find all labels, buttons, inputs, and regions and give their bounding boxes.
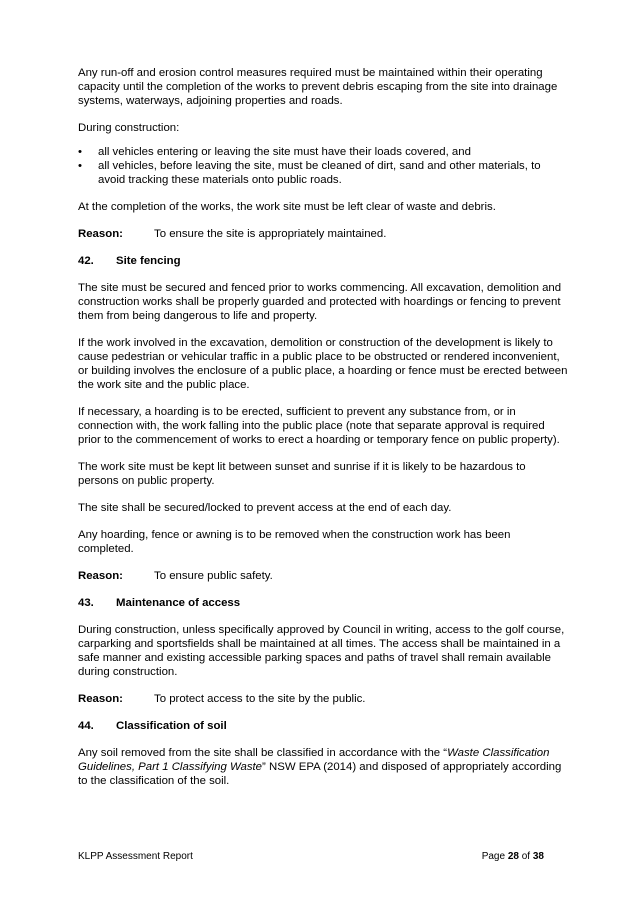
paragraph: During construction, unless specifically approved by Council in writing, access to the golf course, carparking and sportsfields shall be maintained at all times. The access shall be maintained in a safe manner and existing accessible parking spaces and paths of travel shall remain available during construction. — [78, 624, 565, 678]
bullet-icon: • — [78, 146, 82, 158]
reason-text: To ensure the site is appropriately maintained. — [154, 228, 387, 240]
section-heading-43 — [78, 596, 568, 610]
paragraph: The site shall be secured/locked to prevent access at the end of each day. — [78, 502, 452, 514]
paragraph: If necessary, a hoarding is to be erected, sufficient to prevent any substance from, or in connection with, the work falling into the public place (note that separate approval is required prior to the commencement of works to erect a hoarding or temporary fence on public property). — [78, 406, 560, 446]
paragraph-soil-classification: Any soil removed from the site shall be classified in accordance with the “Waste Classification Guidelines, Part 1 Classifying Waste” NSW EPA (2014) and disposed of appropriately according to the classification of the soil. — [78, 747, 562, 787]
section-heading-42 — [78, 254, 568, 268]
section-heading-44 — [78, 719, 568, 733]
paragraph: The work site must be kept lit between sunset and sunrise if it is likely to be hazardous to persons on public property. — [78, 461, 526, 487]
reason-label: Reason: — [78, 570, 123, 582]
page-content — [78, 66, 568, 801]
section-number: 42. — [78, 255, 94, 267]
reason-text: To ensure public safety. — [154, 570, 273, 582]
bullet-list — [78, 145, 568, 187]
paragraph: Any hoarding, fence or awning is to be removed when the construction work has been completed. — [78, 529, 511, 555]
section-number: 43. — [78, 597, 94, 609]
reason-block — [78, 569, 568, 583]
section-title: Site fencing — [116, 255, 181, 267]
paragraph-during-construction: During construction: — [78, 122, 180, 134]
reason-label: Reason: — [78, 228, 123, 240]
reason-label: Reason: — [78, 693, 123, 705]
paragraph-completion: At the completion of the works, the work site must be left clear of waste and debris. — [78, 201, 496, 213]
paragraph-runoff: Any run-off and erosion control measures required must be maintained within their operating capacity until the completion of the works to prevent debris escaping from the site into drainage systems, waterways, adjoining properties and roads. — [78, 67, 558, 107]
paragraph: The site must be secured and fenced prior to works commencing. All excavation, demolition and construction works shall be properly guarded and protected with hoardings or fencing to prevent them from being dangerous to life and property. — [78, 282, 562, 322]
reason-text: To protect access to the site by the public. — [154, 693, 366, 705]
page-footer — [78, 851, 544, 863]
bullet-icon: • — [78, 160, 82, 172]
list-item: • all vehicles entering or leaving the site must have their loads covered, and — [78, 146, 471, 158]
page-number: Page 28 of 38 — [481, 851, 544, 862]
guideline-title: Waste Classification Guidelines, Part 1 Classifying Waste — [78, 747, 550, 773]
section-title: Classification of soil — [116, 720, 227, 732]
report-name: KLPP Assessment Report — [78, 851, 193, 862]
list-item: • all vehicles, before leaving the site, must be cleaned of dirt, sand and other materials, to avoid tracking these materials onto public roads. — [78, 160, 541, 186]
reason-block — [78, 227, 568, 241]
reason-block — [78, 692, 568, 706]
paragraph: If the work involved in the excavation, demolition or construction of the development is likely to cause pedestrian or vehicular traffic in a public place to be obstructed or rendered inconvenient, or building involves the enclosure of a public place, a hoarding or fence must be erected between the work site and the public place. — [78, 337, 568, 391]
section-title: Maintenance of access — [116, 597, 241, 609]
section-number: 44. — [78, 720, 94, 732]
